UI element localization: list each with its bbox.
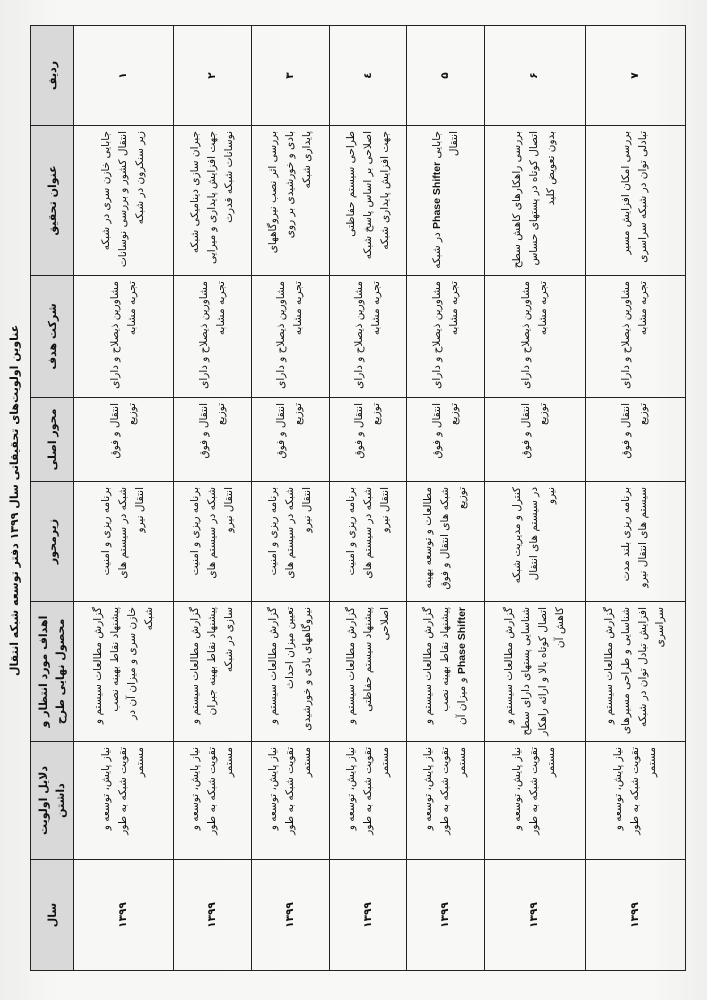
target-company: مشاورین ذیصلاح و دارای تجربه مشابه: [74, 276, 174, 398]
header-main-axis: محور اصلی: [31, 398, 74, 482]
header-research-title: عنوان تحقیق: [31, 126, 74, 276]
header-sub-axis: زیرمحور: [31, 482, 74, 602]
expected-goals: گزارش مطالعات سیستم و شناسایی پستهای دارای سطح اتصال کوتاه بالا و ارائه راهکار کاهش آن: [485, 602, 585, 742]
table-header-row: [31, 26, 74, 971]
year-cell: ۱۳۹۹: [329, 860, 407, 971]
table-wrapper: [30, 26, 686, 971]
title-latin-term: Phase Shifter: [430, 161, 443, 229]
year-cell: ۱۳۹۹: [252, 860, 330, 971]
header-row-number: ردیف: [31, 26, 74, 126]
target-company: مشاورین ذیصلاح و دارای تجربه مشابه: [585, 276, 686, 398]
priority-reasons: نیاز پایش، توسعه و تقویت شبکه به طور مستمر: [585, 742, 686, 860]
main-axis: انتقال و فوق توزیع: [329, 398, 407, 482]
expected-goals: [407, 602, 485, 742]
target-company: مشاورین ذیصلاح و دارای تجربه مشابه: [329, 276, 407, 398]
year-cell: ۱۳۹۹: [585, 860, 686, 971]
expected-goals: گزارش مطالعات سیستم و پیشنهاد نقاط بهینه نصب خازن سری و میزان آن در شبکه: [74, 602, 174, 742]
target-company: مشاورین ذیصلاح و دارای تجربه مشابه: [407, 276, 485, 398]
table-row: [407, 26, 485, 971]
header-target-company: شرکت هدف: [31, 276, 74, 398]
year-cell: ۱۳۹۹: [485, 860, 585, 971]
main-axis: انتقال و فوق توزیع: [74, 398, 174, 482]
research-title: بررسی امکان افزایش مسیر تبادلی توان در شبکه سراسری: [585, 126, 686, 276]
header-expected-goals: اهداف مورد انتظار و محصول نهایی طرح: [31, 602, 74, 742]
table-row: [485, 26, 585, 971]
sub-axis: برنامه ریزی و امنیت شبکه در سیستم های انتقال نیرو: [74, 482, 174, 602]
main-axis: انتقال و فوق توزیع: [252, 398, 330, 482]
priority-reasons: نیاز پایش، توسعه و تقویت شبکه به طور مستمر: [407, 742, 485, 860]
row-number: ۱: [74, 26, 174, 126]
main-axis: انتقال و فوق توزیع: [485, 398, 585, 482]
target-company: مشاورین ذیصلاح و دارای تجربه مشابه: [174, 276, 252, 398]
sub-axis: مطالعات و توسعه بهینه شبکه های انتقال و فوق توزیع: [407, 482, 485, 602]
research-title: بررسی راهکارهای کاهش سطح اتصال کوتاه در پستهای حساس بدون تعویض کلید: [485, 126, 585, 276]
priority-reasons: نیاز پایش، توسعه و تقویت شبکه به طور مستمر: [252, 742, 330, 860]
title-text-after: در شبکه انتقال: [430, 131, 460, 269]
row-number: ۵: [407, 26, 485, 126]
row-number: ۶: [485, 26, 585, 126]
priority-reasons: نیاز پایش، توسعه و تقویت شبکه به طور مستمر: [74, 742, 174, 860]
table-row: [74, 26, 174, 971]
research-title: جبران سازی دینامیکی شبکه جهت افزایش پایداری و میرایی نوسانات شبکه قدرت: [174, 126, 252, 276]
table-row: [329, 26, 407, 971]
priority-reasons: نیاز پایش، توسعه و تقویت شبکه به طور مستمر: [174, 742, 252, 860]
sub-axis: برنامه ریزی بلند مدت سیستم های انتقال نیرو: [585, 482, 686, 602]
row-number: ۷: [585, 26, 686, 126]
main-axis: انتقال و فوق توزیع: [174, 398, 252, 482]
research-title: طراحی سیستم حفاظتی اصلاحی بر اساس پاسخ شبکه جهت افزایش پایداری شبکه: [329, 126, 407, 276]
rotated-table-frame: [30, 26, 686, 971]
row-number: ۲: [174, 26, 252, 126]
main-axis: انتقال و فوق توزیع: [585, 398, 686, 482]
sub-axis: برنامه ریزی و امنیت شبکه در سیستم های انتقال نیرو: [252, 482, 330, 602]
title-text-before: جابایی: [430, 131, 443, 159]
table-row: [252, 26, 330, 971]
document-title: عناوین اولویت‌های تحقیقاتی سال ۱۳۹۹ دفتر توسعه شبکه انتقال: [8, 324, 21, 676]
row-number: ۳: [252, 26, 330, 126]
year-cell: ۱۳۹۹: [407, 860, 485, 971]
research-title: جابایی خازن سری در شبکه انتقال کشور و بررسی نوسانات زیر سنکرون در شبکه: [74, 126, 174, 276]
goals-text-before: گزارش مطالعات سیستم و پیشنهاد نقاط بهینه نصب: [422, 607, 452, 724]
target-company: مشاورین ذیصلاح و دارای تجربه مشابه: [485, 276, 585, 398]
research-title: بررسی اثر نصب نیروگاههای بادی و خورشیدی بر روی پایداری شبکه: [252, 126, 330, 276]
priority-reasons: نیاز پایش، توسعه و تقویت شبکه به طور مستمر: [485, 742, 585, 860]
expected-goals: گزارش مطالعات سیستم و پیشنهاد نقاط بهینه جبران سازی در شبکه: [174, 602, 252, 742]
expected-goals: گزارش مطالعات سیستم و پیشنهاد سیستم حفاظتی اصلاحی: [329, 602, 407, 742]
header-priority-reasons: دلایل اولویت داشتن: [31, 742, 74, 860]
header-year: سال: [31, 860, 74, 971]
sub-axis: کنترل و مدیریت شبکه در سیستم های انتقال نیرو: [485, 482, 585, 602]
row-number: ٤: [329, 26, 407, 126]
sub-axis: برنامه ریزی و امنیت شبکه در سیستم های انتقال نیرو: [329, 482, 407, 602]
target-company: مشاورین ذیصلاح و دارای تجربه مشابه: [252, 276, 330, 398]
year-cell: ۱۳۹۹: [174, 860, 252, 971]
table-row: [585, 26, 686, 971]
goals-text-after: و میزان آن: [456, 677, 469, 726]
research-title: [407, 126, 485, 276]
expected-goals: گزارش مطالعات سیستم و شناسایی و طراحی مسیرهای افزایش تبادل توان در شبکه سراسری: [585, 602, 686, 742]
goals-latin-term: Phase Shifter: [456, 607, 469, 675]
year-cell: ۱۳۹۹: [74, 860, 174, 971]
main-axis: انتقال و فوق توزیع: [407, 398, 485, 482]
table-row: [174, 26, 252, 971]
priority-reasons: نیاز پایش، توسعه و تقویت شبکه به طور مستمر: [329, 742, 407, 860]
expected-goals: گزارش مطالعات سیستم و تعیین میزان احداث نیروگاههای بادی و خورشیدی: [252, 602, 330, 742]
sub-axis: برنامه ریزی و امنیت شبکه در سیستم های انتقال نیرو: [174, 482, 252, 602]
research-priorities-table: [30, 25, 686, 971]
